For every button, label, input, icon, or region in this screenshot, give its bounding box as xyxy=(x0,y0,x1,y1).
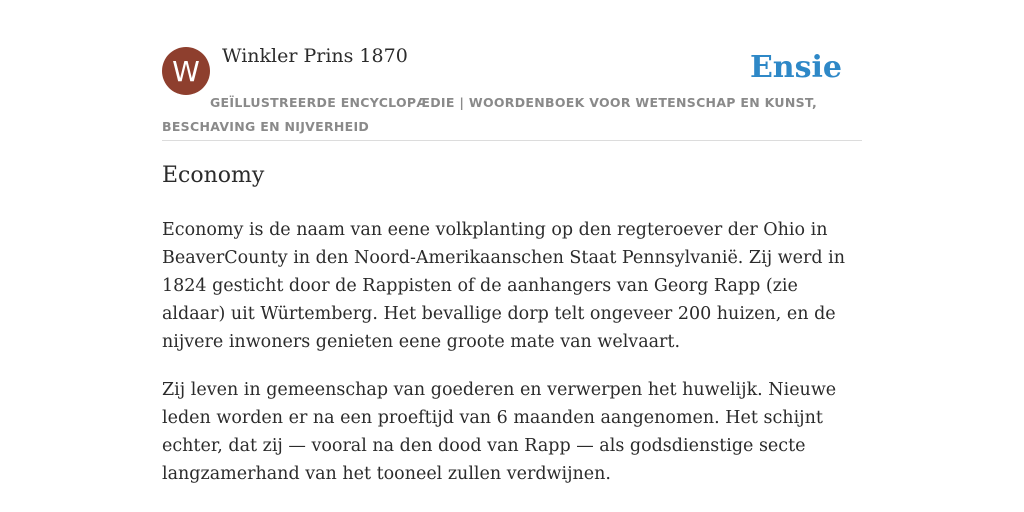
ensie-logo[interactable]: Ensie xyxy=(749,50,842,85)
page-title: Economy xyxy=(162,163,265,188)
source-avatar[interactable]: W xyxy=(162,47,210,95)
article-page xyxy=(162,0,862,484)
article-body xyxy=(162,216,862,508)
article-paragraph: Economy is de naam van eene volkplanting op den regteroever der Ohio in BeaverCounty in den Noord-Amerikaanschen Staat Pennsylvanië. Zij werd in 1824 gesticht door de Rappisten of de aanhangers van Georg Rapp (zie aldaar) uit Würtemberg. Het bevallige dorp telt ongeveer 200 huizen, en de nijvere inwoners genieten eene groote mate van welvaart. xyxy=(162,220,846,352)
article-paragraph: Zij leven in gemeenschap van goederen en verwerpen het huwelijk. Nieuwe leden worden er na een proeftijd van 6 maanden aangenomen. Het schijnt echter, dat zij — vooral na den dood van Rapp — als godsdienstige secte langzamerhand van het tooneel zullen verdwijnen. xyxy=(162,380,837,484)
source-title[interactable]: Winkler Prins 1870 xyxy=(222,45,408,67)
source-subtitle: GEÏLLUSTREERDE ENCYCLOPÆDIE | WOORDENBOEK VOOR WETENSCHAP EN KUNST, BESCHAVING EN NIJVERHEID xyxy=(162,95,818,134)
page-header xyxy=(162,0,862,141)
